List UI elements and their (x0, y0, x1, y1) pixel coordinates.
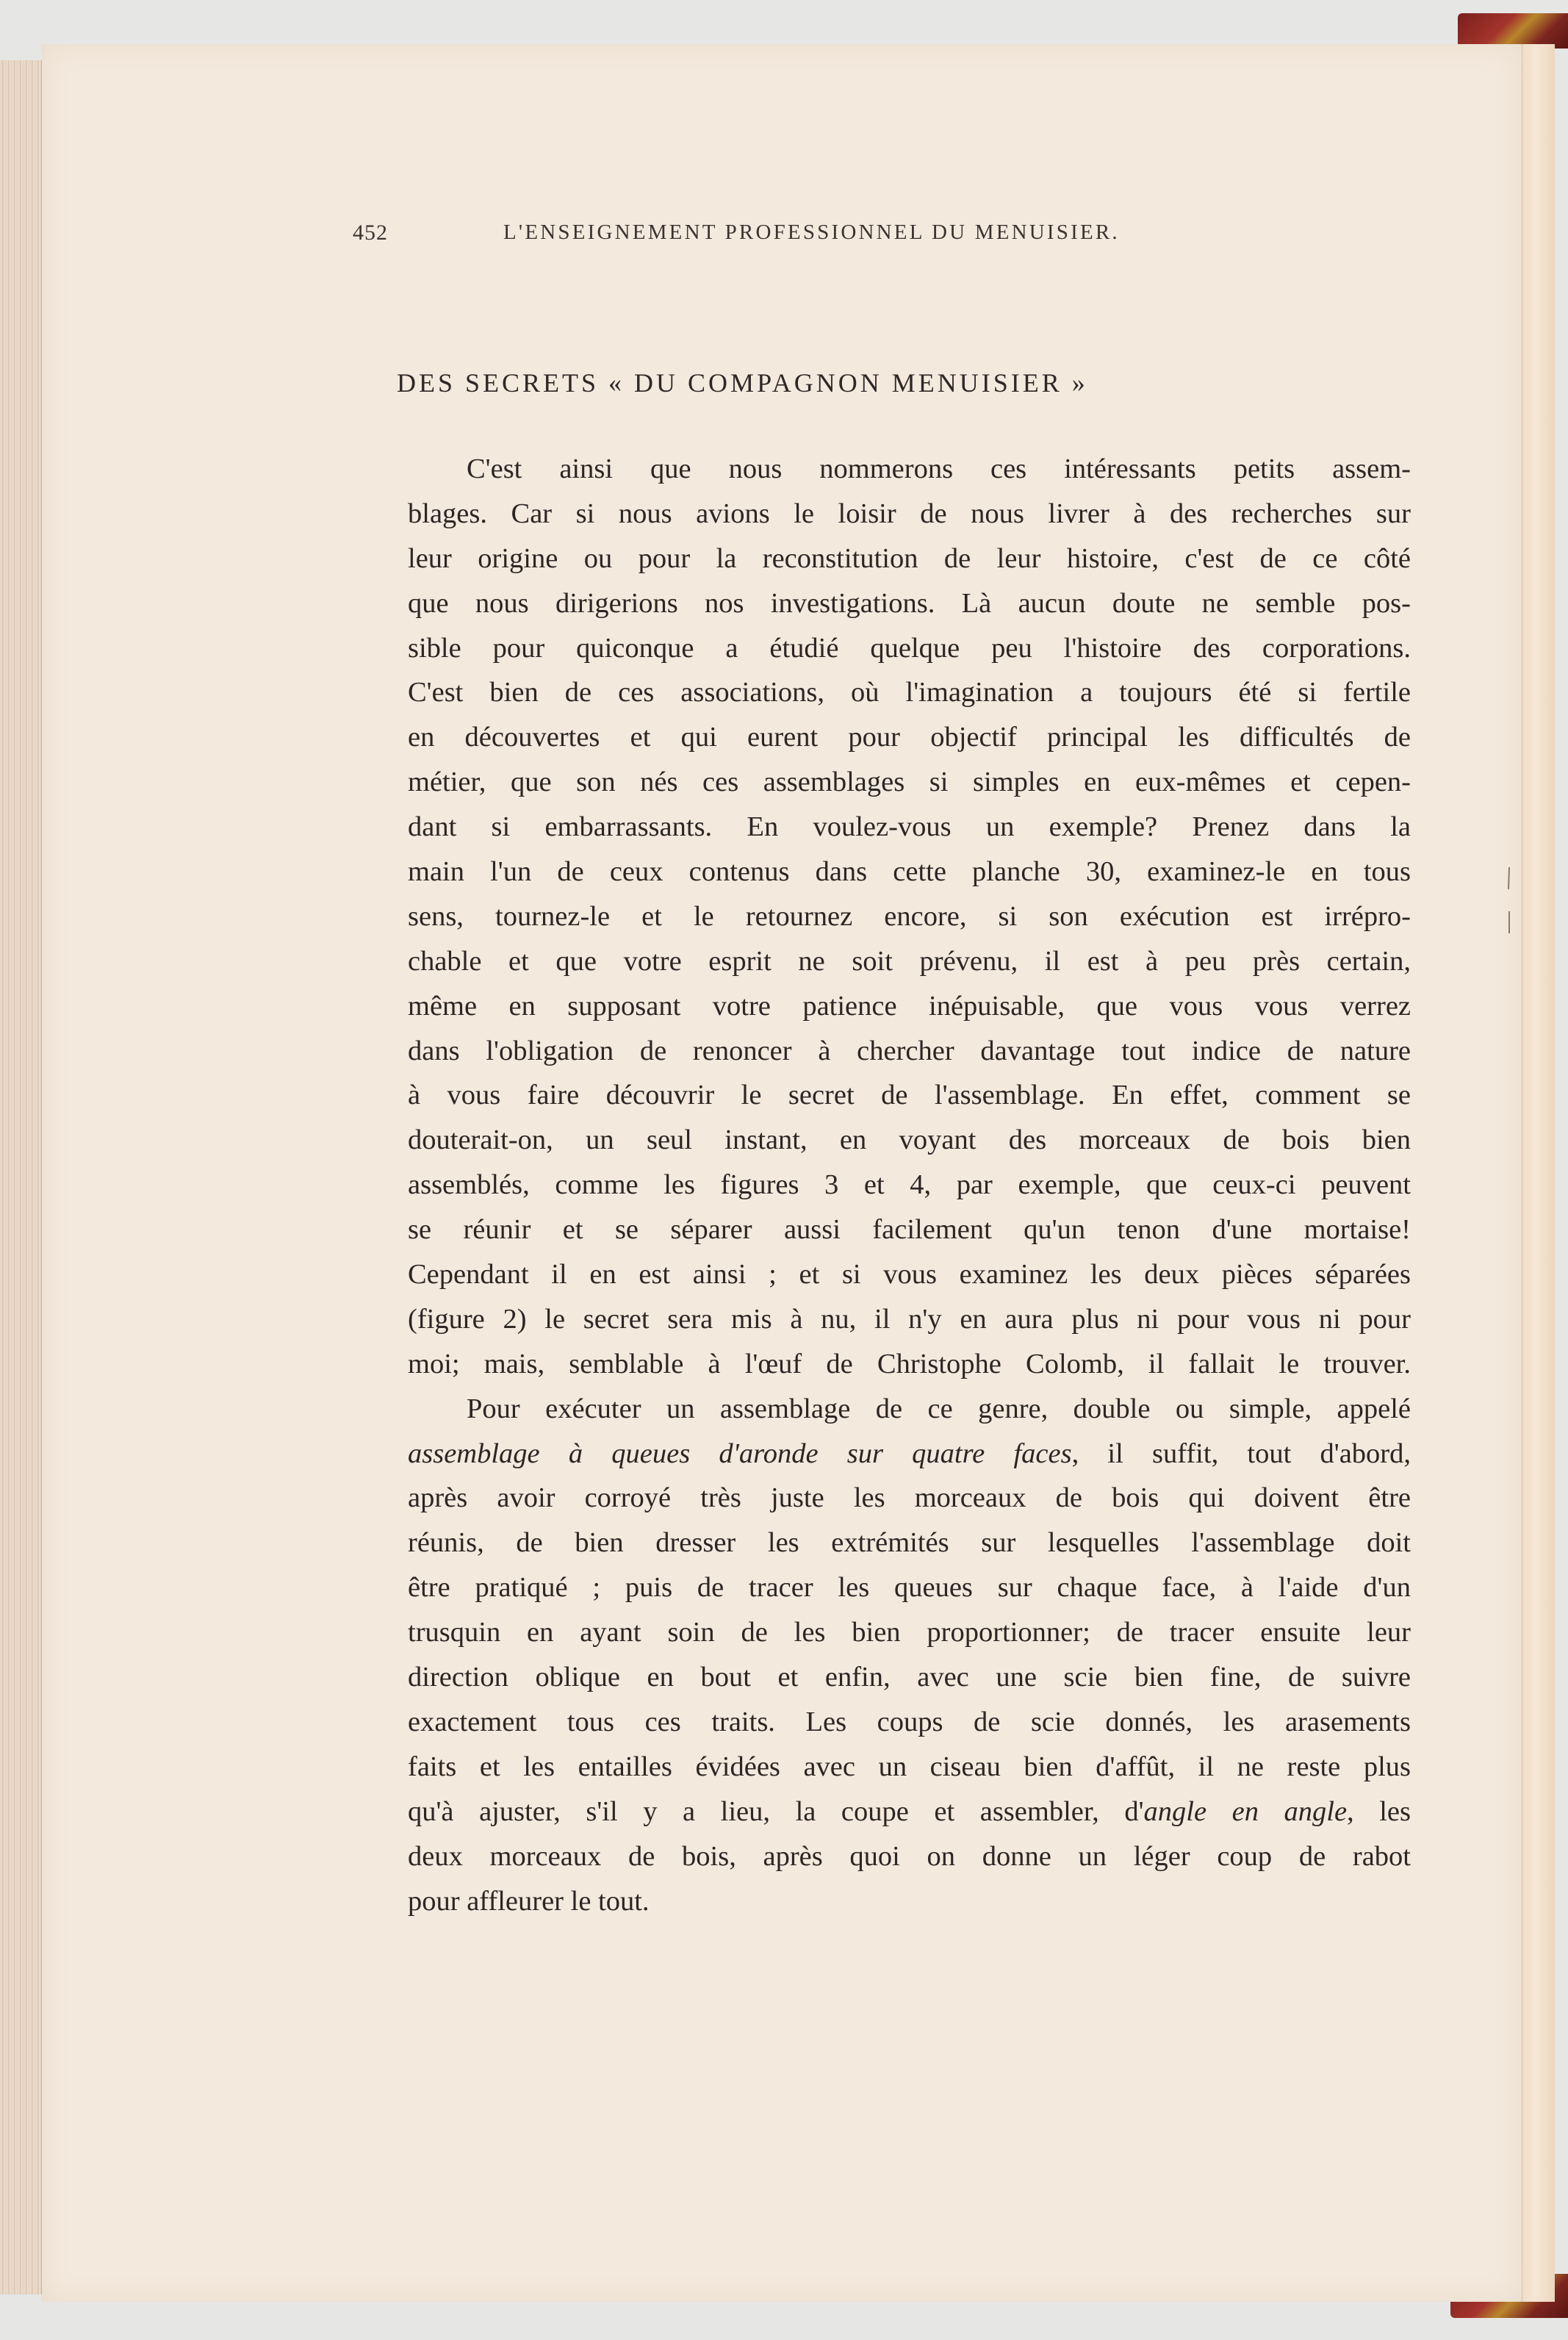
text-line: assemblés, comme les figures 3 et 4, par exemple, que ceux-ci peuvent (408, 1169, 1411, 1201)
text-line: Pour exécuter un assemblage de ce genre, double ou simple, appelé (467, 1393, 1411, 1424)
text-line: moi; mais, semblable à l'œuf de Christophe Colomb, il fallait le trouver. (408, 1348, 1411, 1379)
text-line: dans l'obligation de renoncer à chercher davantage tout indice de nature (408, 1035, 1411, 1066)
text-line: Cependant il en est ainsi ; et si vous examinez les deux pièces séparées (408, 1259, 1411, 1291)
paragraph-1 (408, 447, 1411, 1387)
italic-term: assemblage à queues d'aronde sur quatre faces (408, 1438, 1072, 1469)
text-fragment: , les (1347, 1795, 1411, 1827)
text-line: se réunir et se séparer aussi facilement qu'un tenon d'une mortaise! (408, 1214, 1411, 1246)
text-line: exactement tous ces traits. Les coups de scie donnés, les arasements (408, 1706, 1411, 1737)
text-line: C'est bien de ces associations, où l'imagination a toujours été si fertile (408, 677, 1411, 708)
text-line: être pratiqué ; puis de tracer les queues sur chaque face, à l'aide d'un (408, 1572, 1411, 1604)
margin-pencil-mark (1506, 867, 1512, 933)
body-text (408, 447, 1411, 1923)
page-leaf-edges (0, 60, 42, 2294)
text-line: que nous dirigerions nos investigations. Là aucun doute ne semble pos- (408, 587, 1411, 619)
text-fragment: qu'à ajuster, s'il y a lieu, la coupe et assembler, d' (408, 1795, 1144, 1827)
text-line: direction oblique en bout et enfin, avec une scie bien fine, de suivre (408, 1662, 1411, 1693)
page-number: 452 (353, 220, 388, 245)
text-line: réunis, de bien dresser les extrémités sur lesquelles l'assemblage doit (408, 1527, 1411, 1559)
page-right-edge (1522, 44, 1555, 2302)
text-line: faits et les entailles évidées avec un ciseau bien d'affût, il ne reste plus (408, 1751, 1411, 1782)
text-line: même en supposant votre patience inépuisable, que vous vous verrez (408, 990, 1411, 1022)
text-line: à vous faire découvrir le secret de l'assemblage. En effet, comment se (408, 1080, 1411, 1111)
text-line: douterait-on, un seul instant, en voyant des morceaux de bois bien (408, 1124, 1411, 1156)
text-line: C'est ainsi que nous nommerons ces intéressants petits assem- (467, 453, 1411, 484)
text-line: dant si embarrassants. En voulez-vous un exemple? Prenez dans la (408, 811, 1411, 843)
text-line: chable et que votre esprit ne soit prévenu, il est à peu près certain, (408, 945, 1411, 977)
text-line: pour affleurer le tout. (408, 1885, 650, 1917)
book-binding-top (1458, 13, 1568, 49)
text-line: sens, tournez-le et le retournez encore, si son exécution est irrépro- (408, 900, 1411, 932)
text-line (408, 1790, 1411, 1834)
text-line: main l'un de ceux contenus dans cette planche 30, examinez-le en tous (408, 856, 1411, 888)
text-line: leur origine ou pour la reconstitution de leur histoire, c'est de ce côté (408, 542, 1411, 574)
text-line: trusquin en ayant soin de les bien proportionner; de tracer ensuite leur (408, 1617, 1411, 1648)
text-line: en découvertes et qui eurent pour objectif principal les difficultés de (408, 722, 1411, 753)
text-line: deux morceaux de bois, après quoi on donne un léger coup de rabot (408, 1840, 1411, 1872)
text-line: métier, que son nés ces assemblages si simples en eux-mêmes et cepen- (408, 767, 1411, 798)
running-title: L'ENSEIGNEMENT PROFESSIONNEL DU MENUISIER. (503, 220, 1120, 244)
text-line: sible pour quiconque a étudié quelque peu l'histoire des corporations. (408, 632, 1411, 664)
text-line: blages. Car si nous avions le loisir de nous livrer à des recherches sur (408, 498, 1411, 529)
text-line: après avoir corroyé très juste les morceaux de bois qui doivent être (408, 1482, 1411, 1514)
italic-term: angle en angle (1143, 1795, 1348, 1827)
text-fragment: , il suffit, tout d'abord, (1071, 1438, 1411, 1469)
section-title: DES SECRETS « DU COMPAGNON MENUISIER » (397, 368, 1088, 398)
text-line: (figure 2) le secret sera mis à nu, il n'y en aura plus ni pour vous ni pour (408, 1303, 1411, 1335)
paragraph-2 (408, 1387, 1411, 1924)
running-header (353, 220, 1359, 257)
text-line (408, 1432, 1411, 1476)
